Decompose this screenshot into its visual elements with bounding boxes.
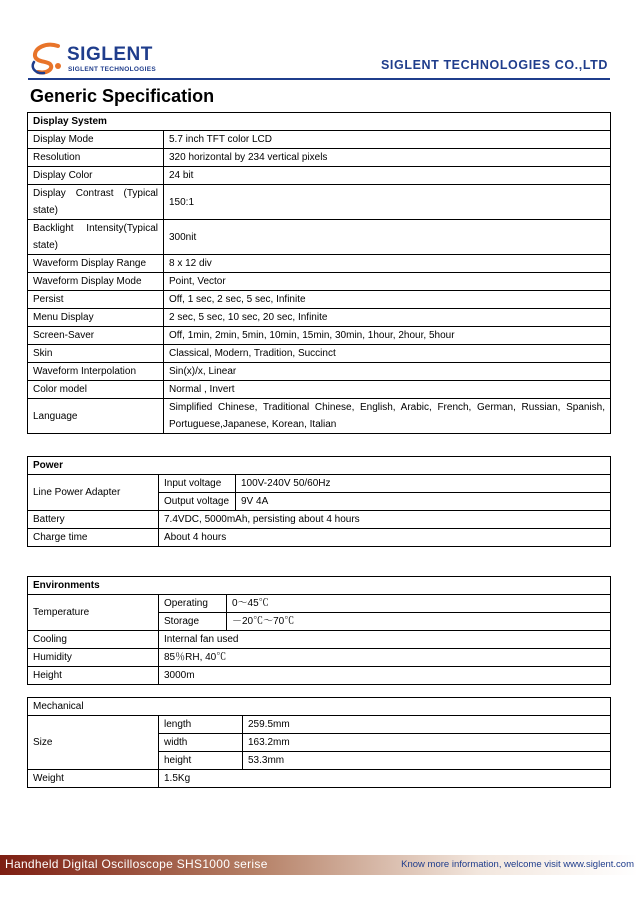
- spec-sublabel: Output voltage: [159, 493, 236, 511]
- spec-sublabel: width: [159, 734, 243, 752]
- spec-value: Classical, Modern, Tradition, Succinct: [164, 345, 611, 363]
- environments-table: [27, 576, 611, 685]
- spec-sublabel: Operating: [159, 595, 227, 613]
- spec-label: Language: [28, 399, 164, 434]
- spec-value: Internal fan used: [159, 631, 611, 649]
- display-system-table: [27, 112, 611, 434]
- spec-label: Cooling: [28, 631, 159, 649]
- spec-label: Color model: [28, 381, 164, 399]
- company-name: SIGLENT TECHNOLOGIES CO.,LTD: [381, 58, 608, 72]
- spec-label: Height: [28, 667, 159, 685]
- spec-value: 300nit: [164, 220, 611, 255]
- spec-label: Battery: [28, 511, 159, 529]
- spec-label: Display Mode: [28, 131, 164, 149]
- spec-value: 24 bit: [164, 167, 611, 185]
- table-row: [28, 345, 611, 363]
- table-row: [28, 167, 611, 185]
- spec-value: 53.3mm: [243, 752, 611, 770]
- spec-label: Charge time: [28, 529, 159, 547]
- spec-label-line: state): [33, 205, 59, 216]
- table-row: [28, 327, 611, 345]
- spec-label: Persist: [28, 291, 164, 309]
- spec-value: 3000m: [159, 667, 611, 685]
- spec-sublabel: length: [159, 716, 243, 734]
- header-divider: [28, 78, 610, 80]
- table-row: [28, 716, 611, 734]
- power-table: [27, 456, 611, 547]
- table-row: [28, 595, 611, 613]
- spec-label: Weight: [28, 770, 159, 788]
- spec-value: [164, 399, 611, 434]
- table-row: [28, 185, 611, 220]
- table-row: [28, 475, 611, 493]
- table-row: [28, 273, 611, 291]
- spec-label: Humidity: [28, 649, 159, 667]
- spec-label: Size: [28, 716, 159, 770]
- page-header: [0, 0, 638, 82]
- footer-website-note: Know more information, welcome visit www.siglent.com: [401, 859, 634, 870]
- table-row: [28, 220, 611, 255]
- spec-value: 8 x 12 div: [164, 255, 611, 273]
- table-row: [28, 149, 611, 167]
- footer-product-name: Handheld Digital Oscilloscope SHS1000 serise: [5, 857, 268, 871]
- spec-label-line: state): [33, 240, 59, 251]
- spec-value: 100V-240V 50/60Hz: [236, 475, 611, 493]
- spec-label: Resolution: [28, 149, 164, 167]
- table-row: [28, 529, 611, 547]
- table-row: [28, 631, 611, 649]
- spec-value: Off, 1min, 2min, 5min, 10min, 15min, 30min, 1hour, 2hour, 5hour: [164, 327, 611, 345]
- spec-sublabel: Storage: [159, 613, 227, 631]
- spec-value: 7.4VDC, 5000mAh, persisting about 4 hours: [159, 511, 611, 529]
- table-row: [28, 770, 611, 788]
- table-row: [28, 649, 611, 667]
- spec-label: Temperature: [28, 595, 159, 631]
- spec-value: Normal , Invert: [164, 381, 611, 399]
- table-row: [28, 255, 611, 273]
- table-row: [28, 511, 611, 529]
- spec-value: 9V 4A: [236, 493, 611, 511]
- page-title: Generic Specification: [30, 86, 215, 106]
- spec-label: [28, 185, 164, 220]
- spec-value: Point, Vector: [164, 273, 611, 291]
- mechanical-heading: Mechanical: [28, 698, 611, 716]
- spec-label: [28, 220, 164, 255]
- spec-label: Menu Display: [28, 309, 164, 327]
- spec-label-line: Display Contrast (Typical: [33, 188, 158, 199]
- spec-value: 1.5Kg: [159, 770, 611, 788]
- spec-label: Skin: [28, 345, 164, 363]
- table-row: [28, 363, 611, 381]
- spec-sublabel: height: [159, 752, 243, 770]
- table-row: [28, 667, 611, 685]
- table-row: [28, 381, 611, 399]
- spec-label: Screen-Saver: [28, 327, 164, 345]
- spec-value: Sin(x)/x, Linear: [164, 363, 611, 381]
- spec-label-line: Backlight Intensity(Typical: [33, 223, 158, 234]
- siglent-swirl-icon: [28, 42, 66, 76]
- spec-sublabel: Input voltage: [159, 475, 236, 493]
- spec-label: Waveform Display Mode: [28, 273, 164, 291]
- table-row: [28, 291, 611, 309]
- spec-value: 85％RH, 40℃: [159, 649, 611, 667]
- table-row: [28, 131, 611, 149]
- table-row: [28, 399, 611, 434]
- spec-value-line: Portuguese,Japanese, Korean, Italian: [169, 419, 337, 430]
- siglent-logo: [28, 42, 178, 78]
- spec-label: Waveform Interpolation: [28, 363, 164, 381]
- spec-value: About 4 hours: [159, 529, 611, 547]
- spec-value: －20℃～70℃: [227, 613, 611, 631]
- table-row: [28, 309, 611, 327]
- spec-value: Off, 1 sec, 2 sec, 5 sec, Infinite: [164, 291, 611, 309]
- spec-label: Display Color: [28, 167, 164, 185]
- spec-value-line: Simplified Chinese, Traditional Chinese, English, Arabic, French, German, Russian, Spanish,: [169, 402, 605, 413]
- spec-value: 5.7 inch TFT color LCD: [164, 131, 611, 149]
- spec-value: 259.5mm: [243, 716, 611, 734]
- logo-subtitle: SIGLENT TECHNOLOGIES: [68, 66, 156, 73]
- spec-value: 2 sec, 5 sec, 10 sec, 20 sec, Infinite: [164, 309, 611, 327]
- spec-value: 0～45℃: [227, 595, 611, 613]
- spec-value: 320 horizontal by 234 vertical pixels: [164, 149, 611, 167]
- page-footer: [0, 855, 638, 875]
- spec-label: Waveform Display Range: [28, 255, 164, 273]
- environments-heading: Environments: [28, 577, 611, 595]
- spec-value: 150:1: [164, 185, 611, 220]
- mechanical-table: [27, 697, 611, 788]
- display-system-heading: Display System: [28, 113, 611, 131]
- logo-wordmark: SIGLENT: [67, 44, 153, 65]
- spec-label: Line Power Adapter: [28, 475, 159, 511]
- power-heading: Power: [28, 457, 611, 475]
- spec-value: 163.2mm: [243, 734, 611, 752]
